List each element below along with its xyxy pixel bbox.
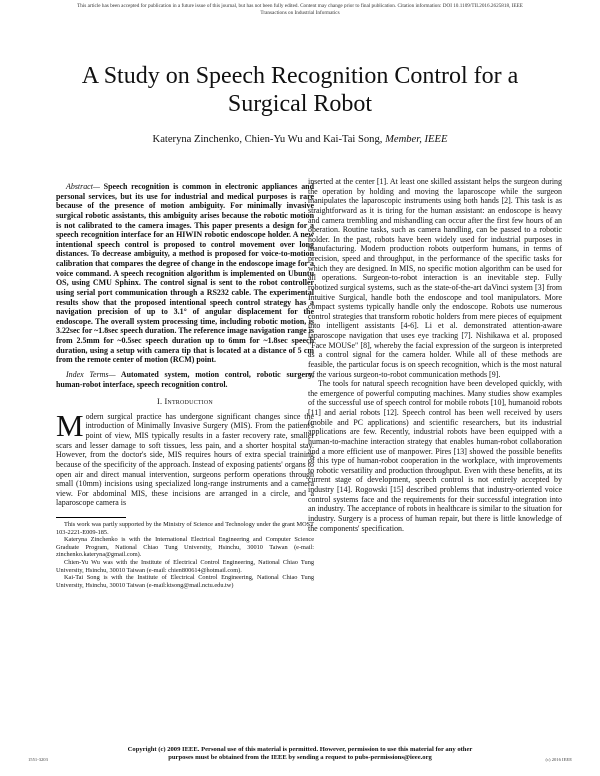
footnote-author-1: Kateryna Zinchenko is with the International Electrical Engineering and Computer Science Graduate Program, National Chiao Tung University, Hsinchu, 30010 Taiwan (e-mail: zinchenko.kateryna@gmail.com). <box>56 536 314 559</box>
index-terms <box>56 370 314 389</box>
section-title: Introduction <box>164 397 213 407</box>
right-paragraph-1: inserted at the center [1]. At least one skilled assistant helps the surgeon during the operation by holding and moving the laparoscope while the surgeon manipulates the laparoscopic instruments using both hands [2]. This task is as straightforward as it is tiring for the human assistant: an endoscope is heavy and camera trembling and mishandling can occur after the first few hours of an operation. Routine tasks, such as camera handling, can be passed to a robotic holder. In the past, robots have been widely used for industrial purposes in manufacturing. Modern production robots outperform humans, in terms of precision, speed and throughput, in the performance of the specific tasks for which they are designed. In MIS, no specific motion algorithm can be used for all operations. Surgeon-to-robot interaction is an inevitable step. Fully robotized surgical systems, such as the state-of-the-art daVinci system [3] from Intuitive Surgical, handle both the endoscope and tool manipulators. More compact systems typically handle only the endoscope. Robots use numerous control strategies that transform robotic holders from mere pieces of equipment into intelligent assistants [4-6]. Li et al. demonstrated attention-aware laparoscope navigation that uses eye tracking [7]. Nishikawa et al. proposed "Face MOUSe" [8], whereby the facial expression of the surgeon is interpreted as a control signal for the camera holder. While all of these methods are feasible, the particular focus is on speech recognition, which is the most natural of the various surgeon-to-robot communication methods [9]. <box>308 177 562 379</box>
copyright-footer <box>80 746 520 762</box>
header-line-2: Transactions on Industrial Informatics <box>260 9 340 16</box>
drop-cap: M <box>56 407 84 443</box>
paper-title: A Study on Speech Recognition Control for a Surgical Robot <box>81 63 519 117</box>
footnote-author-2: Chien-Yu Wu was with the Institute of Electrical Control Engineering, National Chiao Tung University, Hsinchu, 30010 Taiwan (e-mail: chien800614@hotmail.com). <box>56 558 314 574</box>
abstract-label: Abstract— <box>66 182 100 191</box>
footer-line-2: purposes must be obtained from the IEEE by sending a request to pubs-permissions@ieee.org <box>168 754 432 762</box>
right-column <box>308 177 562 533</box>
header-line-1: This article has been accepted for publication in a future issue of this journal, but has not been fully edited. Content may change prior to final publication. Citation information: DOI 10.1109/TII.2016.2625818, IEEE <box>77 3 523 9</box>
right-paragraph-2: The tools for natural speech recognition have been developed quickly, with the emergence of powerful computing machines. Many studies show examples of the successful use of speech control for mobile robots [10], humanoid robots [11] and aerial robots [12]. Speech control has been well received by users (mobile and PC applications) and scientific researchers, but its industrial applications are few. Recently, industrial robots have been equipped with a human-to-machine interaction strategy that enables human-robot collaboration and a more efficient use of manpower. Pires [13] showed the possible benefits of this type of human-robot cooperation in the workplace, with improvements to robotic versatility and production throughput. Even with these benefits, at its current stage of development, speech control is not entirely accepted by industry [14]. Rogowski [15] described problems that industry-oriented voice control systems face and the requirements for their successful integration into an industry. The acceptance of robots in healthcare is similar to the situation for industry. Surgery is a process of human repair, but there is little knowledge of the components' specification. <box>308 379 562 533</box>
intro-paragraph <box>56 407 314 508</box>
author-names: Kateryna Zinchenko, Chien-Yu Wu and Kai-Tai Song, <box>152 134 383 145</box>
footnote-rule <box>56 517 126 518</box>
section-numeral: I. <box>157 397 163 407</box>
index-terms-label: Index Terms— <box>66 369 116 379</box>
abstract <box>56 182 314 365</box>
section-heading-introduction <box>56 397 314 407</box>
issn-code: 1551-3203 <box>28 757 48 762</box>
footnote-author-3: Kai-Tai Song is with the Institute of Electrical Control Engineering, National Chiao Tung University, Hsinchu, 30010 Taiwan (e-mail:ktsong@mail.nctu.edu.tw) <box>56 574 314 589</box>
intro-text: odern surgical practice has undergone significant changes since the introduction of Minimally Invasive Surgery (MIS). From the patient's point of view, MIS typically results in a faster recovery rate, smaller scars and lesser damage to soft tissues, less pain, and a shorter hospital stay. However, from the doctor's side, MIS requires hours of extra special training because of the specificity of the approach. Instead of exposing patients' organs to open air and direct manual intervention, surgeons perform operations through small (10mm) incisions using specialized long-range instruments and a camera view. For abdominal MIS, these incisions are arranged in a circle, and a laparoscope camera is <box>56 411 314 508</box>
index-terms-text: Automated system, motion control, robotic surgery, human-robot interface, speech recognition control. <box>56 369 314 389</box>
abstract-text: Speech recognition is common in electronic appliances and personal services, but its use for industrial and medical purposes is rare because of the presence of motion ambiguity. For minimally invasive surgical robotic assistants, this ambiguity arises because the robotic motion is not calibrated to the camera images. This paper presents a design for a speech recognition interface for an HIWIN robotic endoscope holder. A new intentional speech control is proposed to control movement over long distances. To decrease ambiguity, a method is proposed for voice-to-motion calibration that compares the degree of change in the endoscope image for a voice command. A speech recognition algorithm is implemented on Ubuntu OS, using CMU Sphinx. The control signal is sent to the robot controller using serial port communication through a RS232 cable. The experimental results show that the proposed intentional speech control strategy has a navigation precision of up to 3.1° of angular displacement for the endoscope. The overall system processing time, including robotic motion, is 3.22sec for ~1.8sec speech duration. The reference image navigation range is from 2.5mm for ~0.5sec speech duration up to 6mm for ~1.8sec speech duration, using a setup with camera tip that is located at a distance of 5 cm from the remote center of motion (RCM) point. <box>56 182 314 365</box>
footnote-funding: This work was partly supported by the Ministry of Science and Technology under the grant MOST 103-2221-E009-185. <box>56 521 314 536</box>
left-column <box>56 182 314 589</box>
author-line <box>40 134 560 145</box>
author-suffix: Member, IEEE <box>385 134 448 145</box>
copyright-code: (c) 2016 IEEE <box>545 757 572 762</box>
footer-line-1: Copyright (c) 2009 IEEE. Personal use of this material is permitted. However, permission to use this material for any other <box>127 746 473 753</box>
journal-header <box>18 3 582 16</box>
